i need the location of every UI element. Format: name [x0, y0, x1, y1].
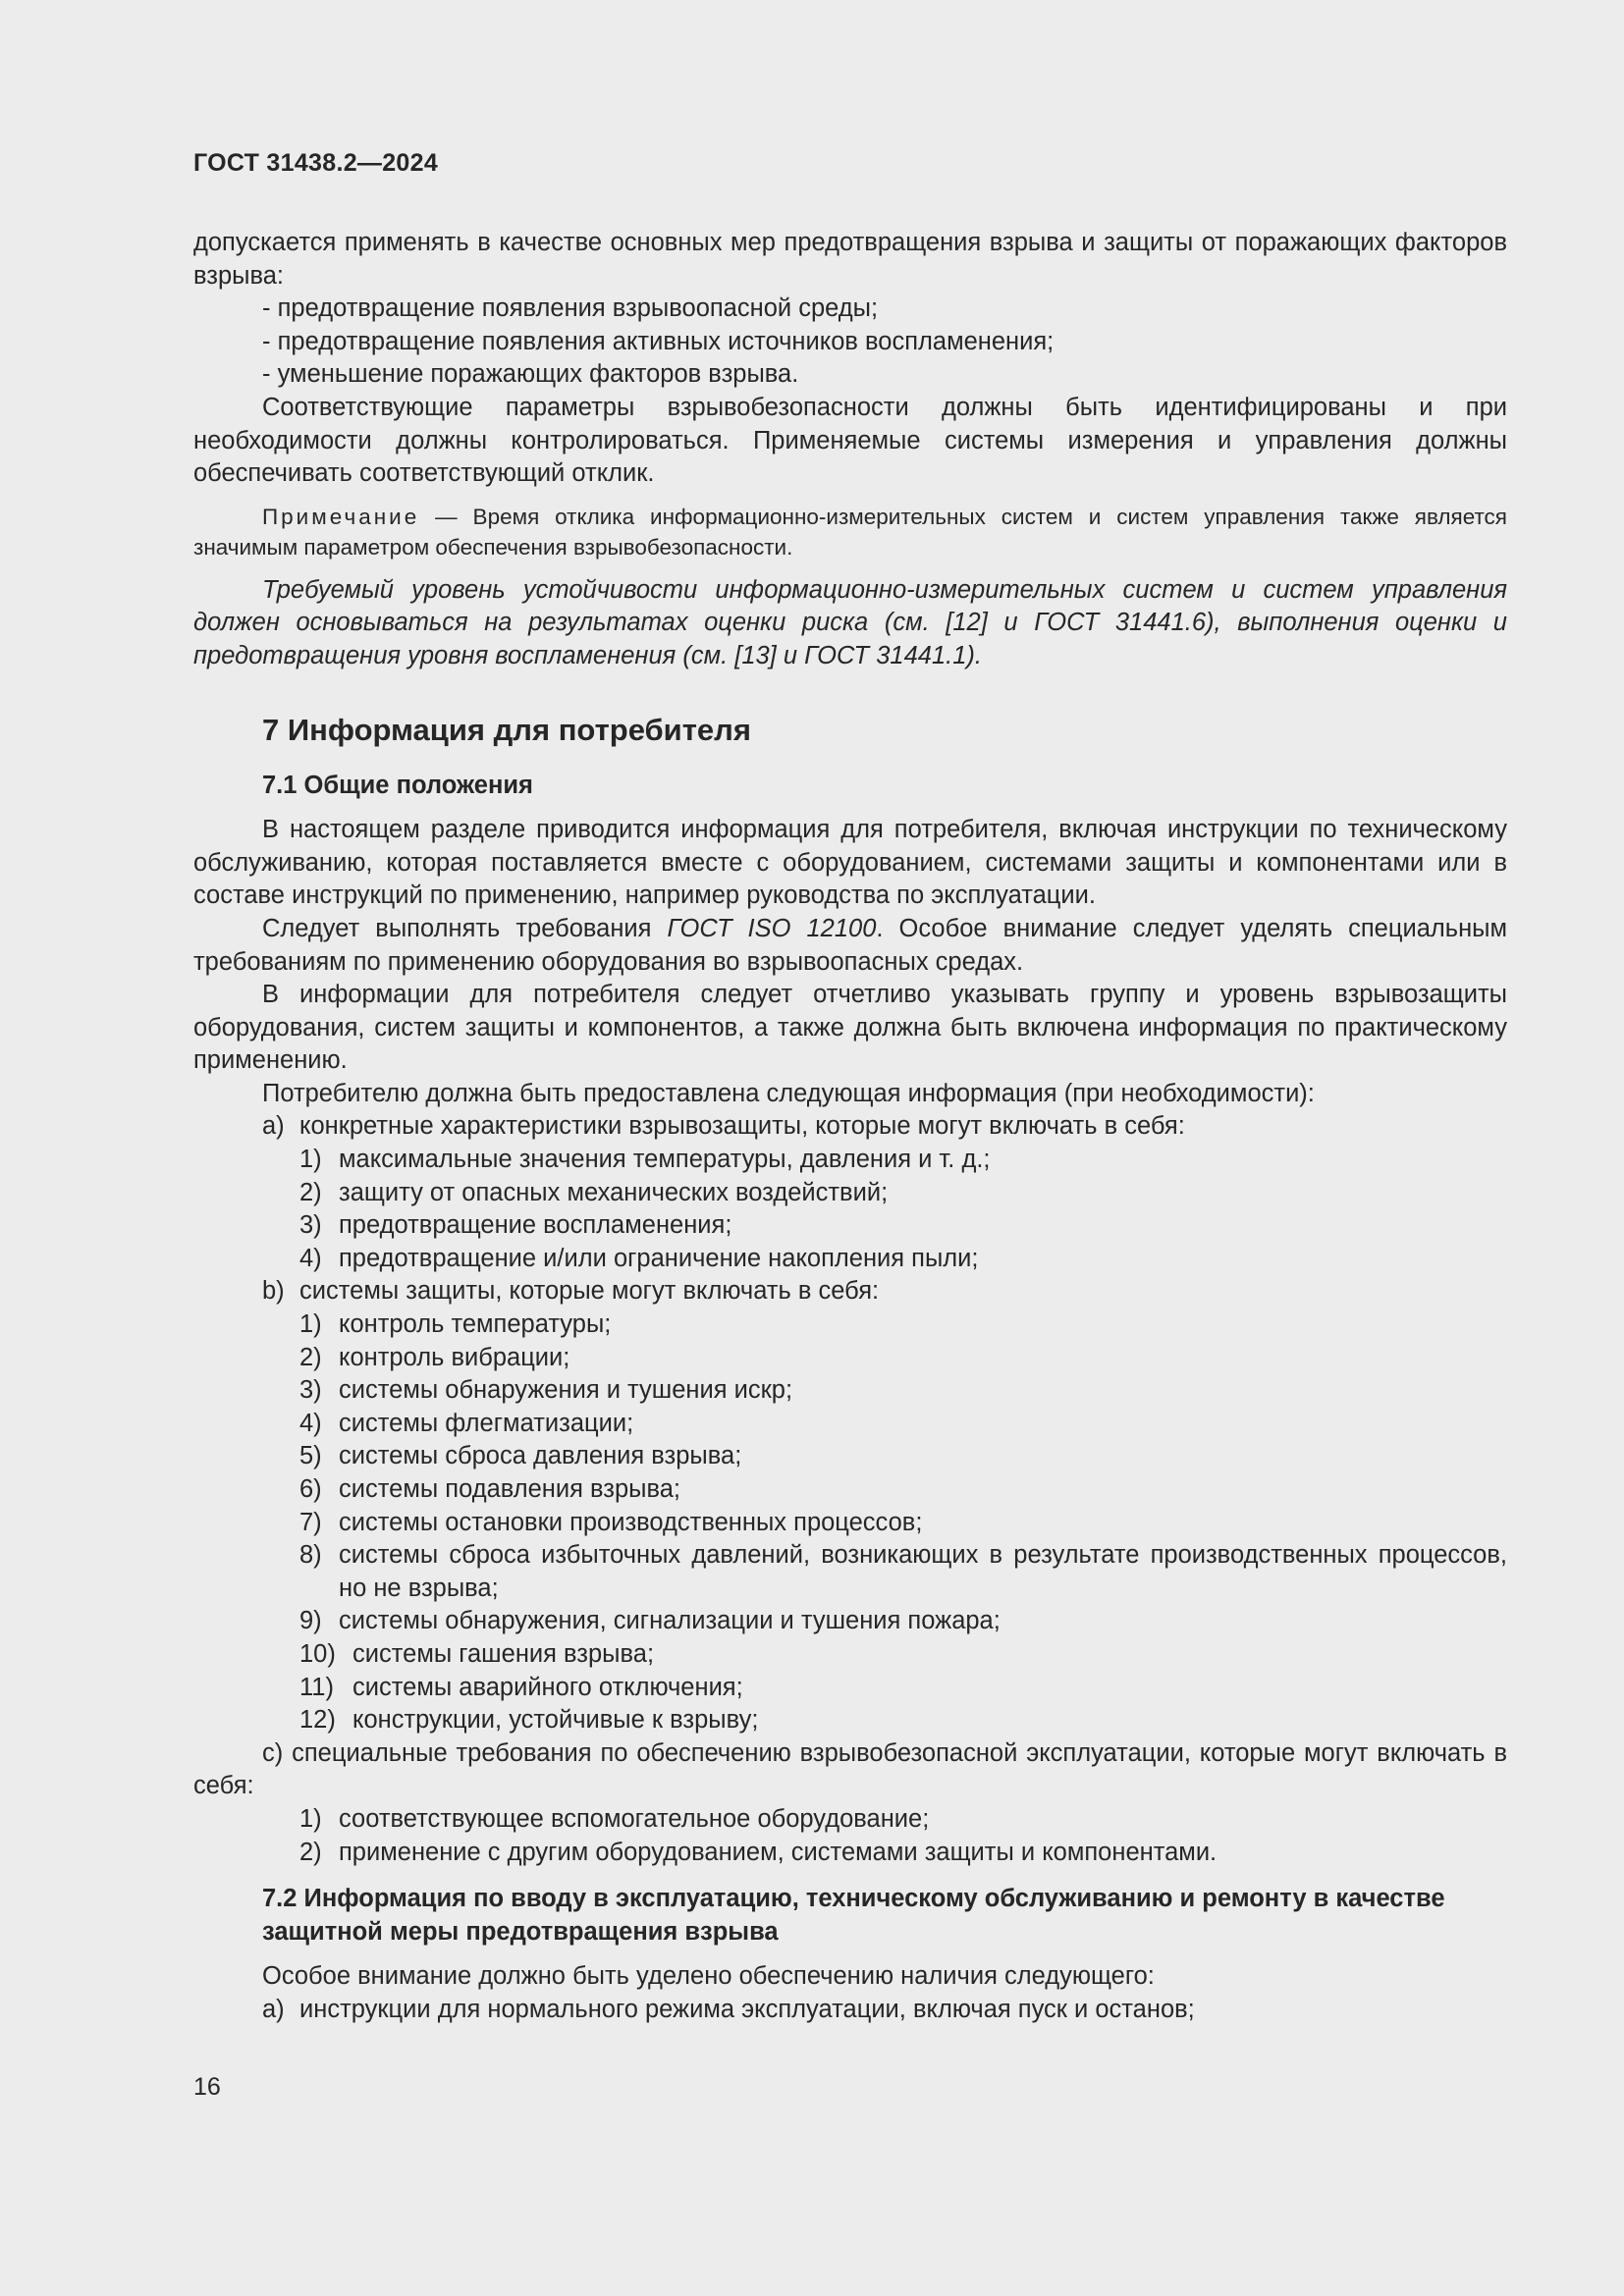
list-marker: 2) — [299, 1343, 322, 1371]
list-text: системы обнаружения и тушения искр; — [339, 1376, 793, 1405]
paragraph: В информации для потребителя следует отчетливо указывать группу и уровень взрывозащиты оборудования, систем защиты и компонентов, а также должна быть включена информация по практическому применению. — [193, 981, 1507, 1075]
list-marker: 9) — [299, 1607, 322, 1635]
list-text: системы сброса избыточных давлений, возникающих в результате производственных процессов, но не взрыва; — [339, 1541, 1507, 1602]
section-7-1-title: 7.1 Общие положения — [262, 771, 533, 799]
list-marker: 2) — [299, 1838, 322, 1866]
dash-item: - предотвращение появления взрывоопасной среды; — [262, 294, 879, 323]
list-marker: 4) — [299, 1244, 322, 1272]
list-item — [193, 1374, 1507, 1408]
list-text: предотвращение и/или ограничение накопления пыли; — [339, 1244, 979, 1272]
list-text: системы гашения взрыва; — [352, 1639, 655, 1668]
intro-paragraph: допускается применять в качестве основных мер предотвращения взрыва и защиты от поражающих факторов взрыва: — [193, 229, 1507, 290]
dash-item: - предотвращение появления активных источников воспламенения; — [262, 327, 1055, 355]
paragraph: Потребителю должна быть предоставлена следующая информация (при необходимости): — [262, 1079, 1315, 1107]
list-item — [193, 1308, 1507, 1342]
paragraph: Особое внимание должно быть уделено обеспечению наличия следующего: — [262, 1962, 1155, 1991]
list-marker: 10) — [299, 1639, 336, 1668]
list-item — [193, 1177, 1507, 1210]
list-text: контроль вибрации; — [339, 1343, 570, 1371]
list-text: защиту от опасных механических воздействий; — [339, 1178, 889, 1206]
section-7-2-title: 7.2 Информация по вводу в эксплуатацию, техническому обслуживанию и ремонту в качестве защитной меры предотвращения взрыва — [262, 1885, 1445, 1946]
list-text: системы остановки производственных процессов; — [339, 1508, 923, 1536]
list-marker: 2) — [299, 1178, 322, 1206]
list-marker: a) — [262, 1112, 285, 1141]
list-item — [193, 1243, 1507, 1276]
list-item — [193, 1144, 1507, 1177]
page-number: 16 — [193, 2073, 221, 2101]
paragraph: В настоящем разделе приводится информация для потребителя, включая инструкции по техническому обслуживанию, которая поставляется вместе с оборудованием, системами защиты и компонентами или в составе инструкций по применению, например руководства по эксплуатации. — [193, 816, 1507, 910]
list-marker: 3) — [299, 1376, 322, 1405]
section-7-title: 7 Информация для потребителя — [262, 712, 751, 747]
list-text: системы флегматизации; — [339, 1409, 634, 1437]
list-text: максимальные значения температуры, давления и т. д.; — [339, 1146, 991, 1174]
document-body — [193, 227, 1507, 2027]
list-item — [193, 1440, 1507, 1473]
note-text: — Время отклика информационно-измерительных систем и систем управления также является значимым параметром обеспечения взрывобезопасности. — [193, 504, 1507, 560]
list-marker: 7) — [299, 1508, 322, 1536]
list-item — [193, 1209, 1507, 1243]
list-item — [193, 1473, 1507, 1507]
list-item — [193, 1408, 1507, 1441]
list-text: системы аварийного отключения; — [352, 1673, 743, 1701]
standard-reference: ГОСТ ISO 12100 — [667, 914, 877, 942]
list-item-a — [193, 1110, 1507, 1144]
list-marker: 1) — [299, 1804, 322, 1833]
list-marker: 8) — [299, 1541, 322, 1570]
list-text: конструкции, устойчивые к взрыву; — [352, 1706, 759, 1735]
list-marker: 12) — [299, 1706, 336, 1735]
list-text: соответствующее вспомогательное оборудование; — [339, 1804, 930, 1833]
list-item-a — [193, 1994, 1507, 2027]
list-text: конкретные характеристики взрывозащиты, которые могут включать в себя: — [299, 1112, 1185, 1141]
list-marker: a) — [262, 1995, 285, 2023]
list-marker: 3) — [299, 1211, 322, 1240]
params-paragraph: Соответствующие параметры взрывобезопасности должны быть идентифицированы и при необходимости должны контролироваться. Применяемые системы измерения и управления должны обеспечивать соответствующий отклик. — [193, 393, 1507, 488]
list-item — [193, 1837, 1507, 1870]
italic-paragraph: Требуемый уровень устойчивости информационно-измерительных систем и систем управления должен основываться на результатах оценки риска (см. [12] и ГОСТ 31441.6), выполнения оценки и предотвращения уровня воспламенения (см. [13] и ГОСТ 31441.1). — [193, 575, 1507, 669]
document-header: ГОСТ 31438.2—2024 — [193, 149, 439, 177]
list-marker: 1) — [299, 1146, 322, 1174]
list-text: контроль температуры; — [339, 1310, 612, 1339]
list-marker: 5) — [299, 1442, 322, 1470]
list-text: системы подавления взрыва; — [339, 1475, 680, 1503]
note — [193, 502, 1507, 562]
list-item — [193, 1342, 1507, 1375]
list-item-c: c) специальные требования по обеспечению взрывобезопасной эксплуатации, которые могут включать в себя: — [193, 1738, 1507, 1800]
list-text: системы сброса давления взрыва; — [339, 1442, 742, 1470]
list-item — [193, 1507, 1507, 1540]
list-item — [193, 1539, 1507, 1605]
list-item — [193, 1638, 1507, 1672]
list-item — [193, 1803, 1507, 1837]
list-marker: 11) — [299, 1673, 334, 1701]
list-marker: 1) — [299, 1310, 322, 1339]
list-text: предотвращение воспламенения; — [339, 1211, 732, 1240]
list-item — [193, 1672, 1507, 1705]
list-marker: 6) — [299, 1475, 322, 1503]
list-item — [193, 1704, 1507, 1737]
paragraph: Следует выполнять требования ГОСТ ISO 12100. Особое внимание следует уделять специальным требованиям по применению оборудования во взрывоопасных средах. — [193, 914, 1508, 976]
list-marker: 4) — [299, 1409, 322, 1437]
list-marker: b) — [262, 1277, 285, 1306]
list-text: инструкции для нормального режима эксплуатации, включая пуск и останов; — [299, 1995, 1195, 2023]
note-label: Примечание — [262, 504, 420, 529]
list-text: системы обнаружения, сигнализации и тушения пожара; — [339, 1607, 1001, 1635]
list-text: системы защиты, которые могут включать в себя: — [299, 1277, 880, 1306]
list-item — [193, 1605, 1507, 1638]
dash-item: - уменьшение поражающих факторов взрыва. — [262, 360, 799, 389]
list-text: применение с другим оборудованием, системами защиты и компонентами. — [339, 1838, 1218, 1866]
list-item-b — [193, 1275, 1507, 1308]
